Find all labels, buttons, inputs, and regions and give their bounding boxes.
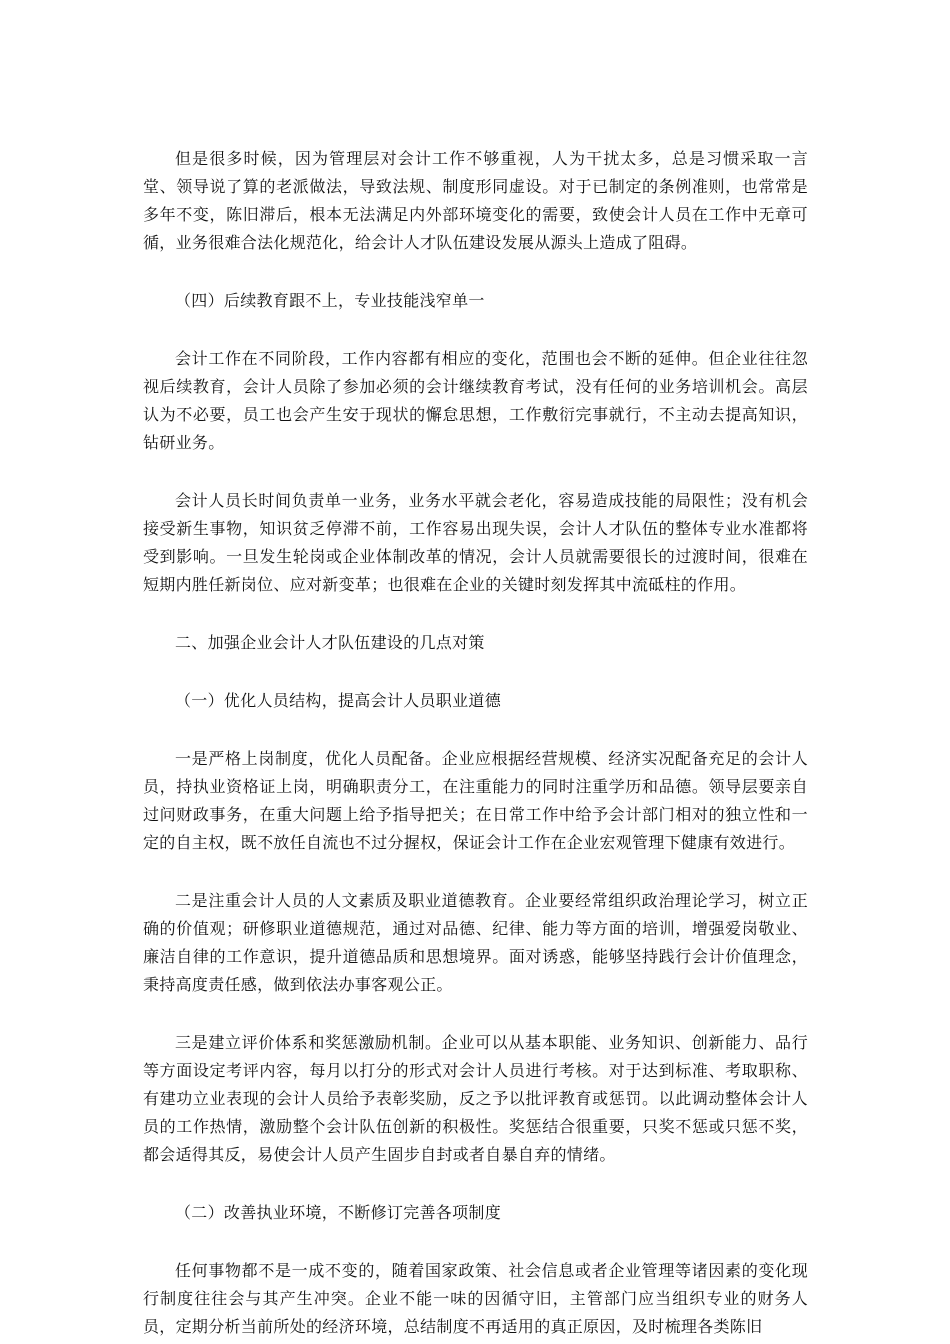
paragraph-evaluation-system: 三是建立评价体系和奖惩激励机制。企业可以从基本职能、业务知识、创新能力、品行等方面设定考评内容，每月以打分的形式对会计人员进行考核。对于达到标准、考取职称、有建功立业表现的会计人员给予表彰奖励，反之予以批评教育或惩罚。以此调动整体会计人员的工作热情，激励整个会计队伍创新的积极性。奖惩结合很重要，只奖不惩或只惩不奖，都会适得其反，易使会计人员产生固步自封或者自暴自弃的情绪。 <box>143 1033 808 1164</box>
paragraph-ethics-education: 二是注重会计人员的人文素质及职业道德教育。企业要经常组织政治理论学习，树立正确的价值观；研修职业道德规范，通过对品德、纪律、能力等方面的培训，增强爱岗敬业、廉洁自律的工作意识，提升道德品质和思想境界。面对诱惑，能够坚持践行会计价值理念，秉持高度责任感，做到依法办事客观公正。 <box>143 891 808 994</box>
paragraph-management-interference: 但是很多时候，因为管理层对会计工作不够重视，人为干扰太多，总是习惯采取一言堂、领导说了算的老派做法，导致法规、制度形同虚设。对于已制定的条例准则，也常常是多年不变，陈旧滞后，根本无法满足内外部环境变化的需要，致使会计人员在工作中无章可循，业务很难合法化规范化，给会计人才队伍建设发展从源头上造成了阻碍。 <box>143 149 808 252</box>
paragraph-system-revision: 任何事物都不是一成不变的，随着国家政策、社会信息或者企业管理等诸因素的变化现行制度往往会与其产生冲突。企业不能一味的因循守旧，主管部门应当组织专业的财务人员，定期分析当前所处的经济环境，总结制度不再适用的真正原因，及时梳理各类陈旧 <box>143 1261 808 1336</box>
paragraph-single-business: 会计人员长时间负责单一业务，业务水平就会老化，容易造成技能的局限性；没有机会接受新生事物，知识贫乏停滞不前，工作容易出现失误，会计人才队伍的整体专业水准都将受到影响。一旦发生轮岗或企业体制改革的情况，会计人员就需要很长的过渡时间，很难在短期内胜任新岗位、应对新变革；也很难在企业的关键时刻发挥其中流砥柱的作用。 <box>143 491 808 594</box>
document-page <box>143 145 808 1341</box>
paragraph-continuing-education: 会计工作在不同阶段，工作内容都有相应的变化，范围也会不断的延伸。但企业往往忽视后续教育，会计人员除了参加必须的会计继续教育考试，没有任何的业务培训机会。高层认为不必要，员工也会产生安于现状的懈怠思想，工作敷衍完事就行，不主动去提高知识，钻研业务。 <box>143 349 808 452</box>
section-heading-improve-environment: （二）改善执业环境，不断修订完善各项制度 <box>175 1203 502 1222</box>
section-heading-optimize-structure: （一）优化人员结构，提高会计人员职业道德 <box>175 691 502 710</box>
section-heading-continuing-education: （四）后续教育跟不上，专业技能浅窄单一 <box>175 291 485 310</box>
chapter-heading-countermeasures: 二、加强企业会计人才队伍建设的几点对策 <box>175 633 485 652</box>
paragraph-strict-onboarding: 一是严格上岗制度，优化人员配备。企业应根据经营规模、经济实况配备充足的会计人员，持执业资格证上岗，明确职责分工，在注重能力的同时注重学历和品德。领导层要亲自过问财政事务，在重大问题上给予指导把关；在日常工作中给予会计部门相对的独立性和一定的自主权，既不放任自流也不过分握权，保证会计工作在企业宏观管理下健康有效进行。 <box>143 749 808 852</box>
